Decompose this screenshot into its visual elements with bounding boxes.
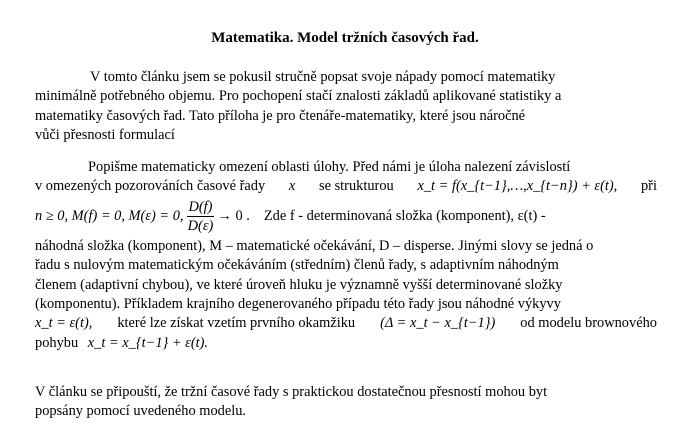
text-line-content: V tomto článku jsem se pokusil stručně popsat svoje nápady pomocí matematiky (90, 69, 556, 85)
intro-paragraph (35, 68, 657, 146)
model-formula: x_t = f(x_{t−1},…,x_{t−n}) + ε(t), (417, 178, 618, 195)
text-line-content: vůči přesnosti formulací (35, 127, 175, 144)
text-line-content: matematiky časových řad. Tato příloha je pro čtenáře-matematiky, které jsou náročné (35, 107, 526, 124)
text-line-content: v omezených pozorováních časové řady (35, 178, 266, 195)
page-title: Matematika. Model tržních časových řad. (211, 30, 479, 46)
text-line (35, 126, 657, 145)
text-line-content: náhodná složka (komponent), M – matematické očekávání, D – disperse. Jinými slovy se jedná o (35, 237, 594, 254)
text-line-content: řadu s nulovým matematickým očekáváním (středním) členů řady, s adaptivním náhodným (35, 257, 559, 274)
text-line-content: minimálně potřebného objemu. Pro pochopení stačí znalosti základů aplikované statistiky a (35, 88, 562, 105)
dispersion-fraction (187, 198, 215, 235)
text-line (35, 158, 657, 177)
text-line (35, 402, 657, 421)
variable-x: x (288, 178, 296, 195)
fluctuation-formula: x_t = ε(t), (35, 315, 93, 332)
text-line-content: členem (adaptivní chybou), ve které úroveň hluku je významně vyšší determinované složky (35, 276, 563, 293)
text-line (35, 383, 657, 402)
text-line (35, 295, 657, 314)
text-line (35, 87, 657, 106)
text-line (35, 256, 657, 275)
text-line (35, 197, 657, 237)
text-line-content: (komponentu). Příkladem krajního degenerovaného případu této řady jsou náhodné výkyvy (35, 296, 561, 313)
model-paragraph (35, 158, 657, 353)
text-line (35, 68, 657, 87)
delta-formula: (Δ = x_t − x_{t−1}) (380, 315, 496, 332)
text-line (35, 107, 657, 126)
brownian-formula: x_t = x_{t−1} + ε(t). (87, 334, 209, 351)
text-line-content: popsány pomocí uvedeného modelu. (35, 403, 247, 420)
limit-arrow: → 0 . (217, 208, 250, 225)
text-line-content: při (640, 178, 657, 195)
text-line (35, 177, 657, 196)
text-line-content: pohybu (35, 334, 79, 351)
condition-formula: n ≥ 0, M(f) = 0, M(ε) = 0, (35, 208, 184, 225)
text-line (35, 276, 657, 295)
text-line (35, 334, 657, 353)
text-line-content: které lze získat vzetím prvního okamžiku (117, 315, 356, 332)
text-line-content: Popišme matematicky omezení oblasti úlohy. Před námi je úloha nalezení závislostí (88, 159, 571, 175)
text-line-content: Zde f - determinovaná složka (komponent), ε(t) - (263, 208, 546, 225)
fraction-numerator: D(f) (188, 199, 213, 216)
text-line-content: od modelu brownového (520, 315, 657, 332)
text-line-content: V článku se připouští, že tržní časové řady s praktickou dostatečnou přesností mohou byt (35, 384, 548, 400)
text-line-content: se strukturou (318, 178, 394, 195)
conclusion-paragraph (35, 383, 657, 422)
fraction-denominator: D(ε) (187, 218, 214, 235)
text-line (35, 314, 657, 333)
text-line (35, 237, 657, 256)
